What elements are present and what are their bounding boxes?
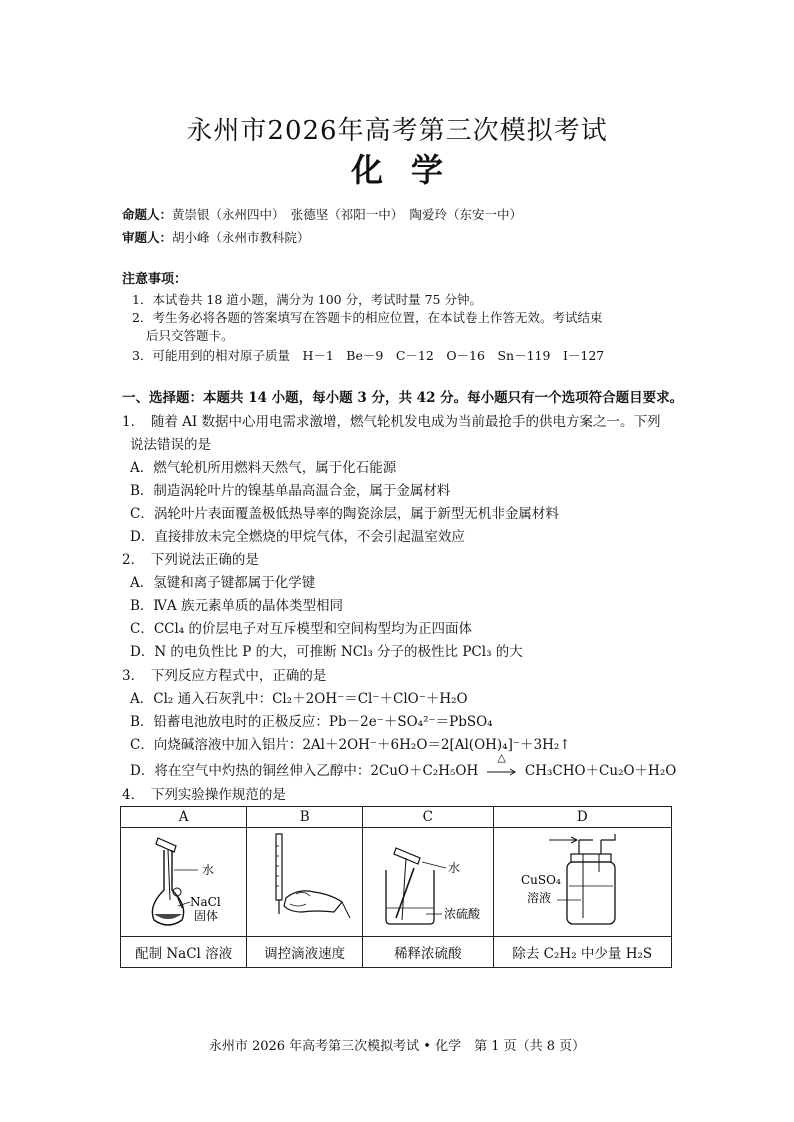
q1-stem: 1． 随着 AI 数据中心用电需求激增，燃气轮机发电成为当前最抢手的供电方案之一。下列	[122, 414, 661, 430]
exam-title: 永州市2026年高考第三次模拟考试	[186, 116, 608, 146]
heat-arrow	[487, 751, 517, 779]
page-footer: 永州市 2026 年高考第三次模拟考试 • 化学 第 1 页（共 8 页）	[208, 1039, 586, 1054]
q2-option-d: D．N 的电负性比 P 的大，可推断 NCl₃ 分子的极性比 PCl₃ 的大	[130, 644, 523, 660]
q3-option-a: A．Cl₂ 通入石灰乳中：Cl₂＋2OH⁻＝Cl⁻＋ClO⁻＋H₂O	[130, 691, 468, 707]
reviewer-name: 胡小峰（永州市教科院）	[172, 230, 310, 245]
fig-c-acid-label: 浓硫酸	[443, 907, 480, 921]
proposers-line	[122, 205, 522, 223]
note-item: 后只交答题卡。	[146, 328, 234, 343]
col-label-b: B	[247, 807, 363, 828]
q3-option-d-right: CH₃CHO＋Cu₂O＋H₂O	[524, 763, 677, 779]
figure-b	[247, 828, 363, 937]
reviewer-label: 审题人：	[122, 230, 173, 245]
q4-stem: 4． 下列实验操作规范的是	[122, 787, 286, 803]
col-label-d: D	[493, 807, 671, 828]
figure-d	[493, 828, 671, 937]
caption-b: 调控滴液速度	[247, 937, 363, 968]
figure-a	[121, 828, 247, 937]
q1-option-d: D．直接排放未完全燃烧的甲烷气体，不会引起温室效应	[130, 529, 465, 545]
q3-stem: 3． 下列反应方程式中，正确的是	[122, 668, 327, 684]
q3-option-c: C．向烧碱溶液中加入铝片：2Al＋2OH⁻＋6H₂O＝2[Al(OH)₄]⁻＋3H₂↑	[130, 737, 571, 753]
notes-heading: 注意事项：	[122, 272, 188, 287]
note-item: 2．考生务必将各题的答案填写在答题卡的相应位置，在本试卷上作答无效。考试结束	[132, 310, 603, 325]
section-heading: 一、选择题：本题共 14 小题，每小题 3 分，共 42 分。每小题只有一个选项符合题目要求。	[122, 390, 684, 406]
note-item: 3．可能用到的相对原子质量 H－1 Be－9 C－12 O－16 Sn－119 I－127	[132, 348, 605, 363]
caption-d: 除去 C₂H₂ 中少量 H₂S	[493, 937, 671, 968]
col-label-a: A	[121, 807, 247, 828]
q2-option-c: C．CCl₄ 的价层电子对互斥模型和空间构型均为正四面体	[130, 621, 473, 637]
subject-title: 化学	[350, 151, 471, 189]
note-item: 1．本试卷共 18 道小题，满分为 100 分，考试时量 75 分钟。	[132, 292, 482, 307]
q1-stem-cont: 说法错误的是	[130, 437, 211, 453]
fig-a-water-label: 水	[201, 863, 214, 877]
q4-figure-table	[120, 806, 672, 968]
proposers-names: 黄崇银（永州四中） 张德坚（祁阳一中） 陶爱玲（东安一中）	[172, 207, 523, 222]
fig-d-cuso4-label: CuSO₄	[521, 873, 562, 887]
q3-option-d-left: D．将在空气中灼热的铜丝伸入乙醇中：2CuO＋C₂H₅OH	[130, 763, 479, 779]
col-label-c: C	[363, 807, 493, 828]
caption-a: 配制 NaCl 溶液	[121, 937, 247, 968]
q3-option-b: B．铅蓄电池放电时的正极反应：Pb－2e⁻＋SO₄²⁻＝PbSO₄	[130, 714, 493, 730]
fig-a-nacl-label: NaCl	[189, 895, 221, 909]
reaction-arrow-icon	[487, 768, 517, 776]
q1-option-c: C．涡轮叶片表面覆盖极低热导率的陶瓷涂层，属于新型无机非金属材料	[130, 506, 559, 522]
q2-option-a: A．氢键和离子键都属于化学键	[130, 575, 316, 591]
q2-stem: 2． 下列说法正确的是	[122, 552, 259, 568]
gas-washing-bottle-icon	[497, 828, 667, 932]
burette-hand-icon	[250, 828, 360, 932]
volumetric-flask-icon	[124, 828, 244, 932]
beaker-dilution-icon	[366, 828, 490, 932]
figure-c	[363, 828, 493, 937]
q1-option-a: A．燃气轮机所用燃料天然气，属于化石能源	[130, 460, 397, 476]
caption-c: 稀释浓硫酸	[363, 937, 493, 968]
heat-condition: △	[497, 751, 506, 764]
q2-option-b: B．ⅣA 族元素单质的晶体类型相同	[130, 598, 343, 614]
proposers-label: 命题人：	[122, 207, 173, 222]
fig-c-water-label: 水	[447, 861, 460, 875]
fig-a-solid-label: 固体	[193, 909, 218, 923]
reviewer-line	[122, 228, 310, 246]
q1-option-b: B．制造涡轮叶片的镍基单晶高温合金，属于金属材料	[130, 483, 451, 499]
q3-option-d	[130, 751, 677, 779]
fig-d-solution-label: 溶液	[527, 891, 552, 905]
